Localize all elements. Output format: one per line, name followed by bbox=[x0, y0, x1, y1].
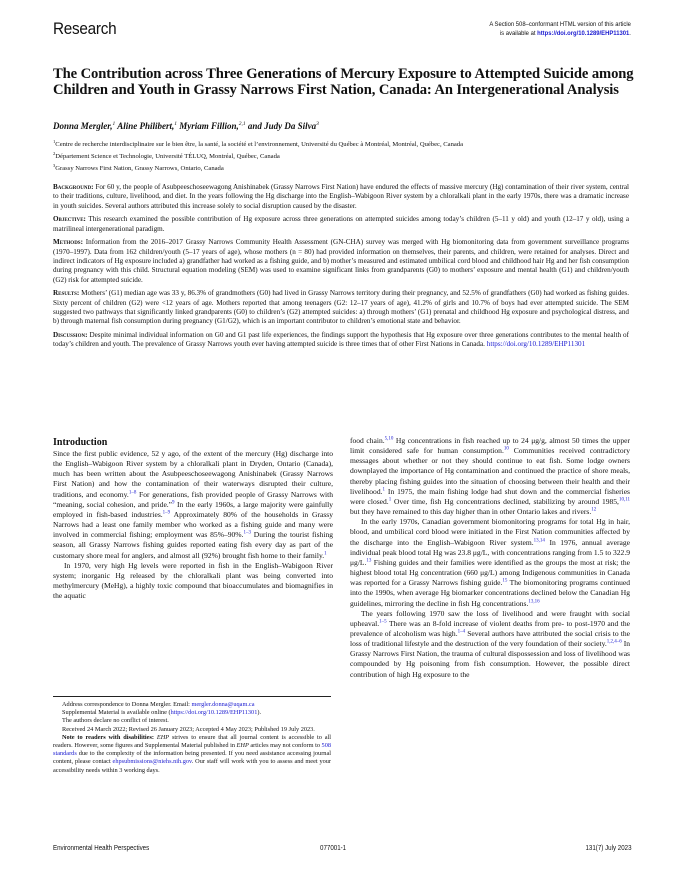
html-version-note bbox=[489, 21, 631, 38]
citation-ref[interactable]: 13 bbox=[366, 558, 372, 564]
citation-ref[interactable]: 12 bbox=[591, 507, 597, 513]
abstract-text: For 60 y, the people of Asubpeeschoseewagong Anishinabek (Grassy Narrows First Nation) have endured the effects of massive mercury (Hg) contamination of their river system, central to their traditions, culture, livelihood, and diet. In the years following the Hg discharge into the English–Wabigoon River system by a chloralkali plant in the early 1970s, there was a dramatic increase in youth suicides. Several authors attributed this increase solely to social disruption caused by the disaster. bbox=[53, 183, 629, 210]
accessibility-label: Note to readers with disabilities: bbox=[62, 733, 155, 741]
supplemental-link[interactable]: https://doi.org/10.1289/EHP11301 bbox=[170, 709, 258, 717]
citation-ref[interactable]: 13,16 bbox=[528, 598, 540, 604]
intro-paragraph-2-cont: food chain.$^{5,10}$ Hg concentrations in fish reached up to 24 μg/g, almost 50 times the upper limit considered safe for human consumption.$^{10}$ Communities received contradictory messages about whether or not they should continue to eat fish. Some lodge owners downplayed the importance of Hg contamination and continued the practice of shore meals, thereby placing fishing guides into the situation of choosing between their health and their livelihood.$^1$ In 1975, the main fishing lodge had shut down and the commercial fisheries were closed.$^1$ Over time, fish Hg concentrations declined, stabilizing by around 1985,$^{10,11}$ but they have remained to this day higher than in other Ontario lakes and rivers.$^{12}$ bbox=[350, 436, 631, 517]
citation-ref[interactable]: 1,2,4–6 bbox=[606, 639, 622, 645]
journal-abbrev: EHP bbox=[236, 742, 249, 750]
affiliation bbox=[53, 150, 463, 162]
abstract-label: Objective: bbox=[53, 215, 86, 224]
footer-page-number: 077001-1 bbox=[320, 843, 347, 852]
citation-ref[interactable]: 10 bbox=[503, 446, 509, 452]
abstract-doi-link[interactable]: https://doi.org/10.1289/EHP11301 bbox=[486, 340, 586, 349]
abstract-text: Information from the 2016–2017 Grassy Narrows Community Health Assessment (GN-CHA) survey was merged with Hg biomonitoring data from government surveillance programs (1970–1997). Data from 162 children/youth (5–17 years of age), whose mothers (n = 80) had provided information on themselves, their parents, and children, were retained for analyses. Direct and indirect indicators of Hg exposure included a) grandfather had worked as a fishing guide, and b) mother’s measured and estimated umbilical cord blood and childhood hair Hg and her fish consumption during pregnancy with this child. Structural equation modeling (SEM) was used to examine significant links from grandparents (G0) to mothers’ exposure and mental health (G1) and children/youth (G2) risk for attempted suicide. bbox=[53, 238, 629, 284]
abstract-methods bbox=[53, 238, 629, 285]
html-note-line: A Section 508–conformant HTML version of this article bbox=[489, 21, 631, 28]
abstract bbox=[53, 183, 629, 354]
abstract-text: Despite minimal individual information on G0 and G1 past life experiences, the findings support the hypothesis that Hg exposure over three generations contributes to the mental health of today’s children and youth. The prevalence of Grassy Narrows youth ever having attempted suicide is three times that of other First Nations in Canada. bbox=[53, 331, 629, 349]
abstract-label: Discussion: bbox=[53, 331, 88, 339]
abstract-label: Background: bbox=[53, 183, 94, 191]
correspondence-note bbox=[53, 701, 331, 709]
conflict-note: The authors declare no conflict of interest. bbox=[62, 717, 169, 725]
author: Donna Mergler, bbox=[53, 121, 113, 131]
footer-journal: Environmental Health Perspectives bbox=[53, 843, 150, 852]
citation-ref[interactable]: 1 bbox=[382, 487, 385, 493]
affil-num: 1 bbox=[53, 139, 56, 144]
accessibility-note bbox=[53, 734, 331, 775]
affiliations bbox=[53, 138, 463, 173]
abstract-discussion bbox=[53, 331, 629, 350]
citation-ref[interactable]: 1–4 bbox=[457, 629, 466, 635]
abstract-label: Results: bbox=[53, 289, 80, 298]
author-affil: 1 bbox=[174, 121, 177, 127]
abstract-text: This research examined the possible contribution of Hg exposure across three generations on attempted suicides among today’s children (5–11 y old) and youth (12–17 y old), using a matrilineal intergenerational paradigm. bbox=[53, 215, 629, 233]
correspondence-email-link[interactable]: mergler.donna@uqam.ca bbox=[191, 701, 255, 708]
author-affil: 3 bbox=[316, 121, 319, 127]
footnote-text: strives to ensure that all journal content is accessible to all readers. However, some figures and Supplemental Material published in bbox=[53, 733, 332, 750]
affiliation bbox=[53, 138, 463, 150]
abstract-results bbox=[53, 289, 629, 326]
body-column-left bbox=[53, 436, 333, 601]
html-note-prefix: is available at bbox=[499, 29, 538, 37]
intro-paragraph-3: In the early 1970s, Canadian government biomonitoring programs for total Hg in hair, blood, and umbilical cord blood were initiated in the First Nation communities affected by the discharge into the English–Wabigoon River system.$^{13,14}$ In 1976, annual average individual peak blood total Hg was 23.8 μg/L, with concentrations ranging from 1.5 to 322.9 μg/L.$^{13}$ Fishing guides and their families were identified as the groups the most at risk; the highest blood total Hg concentration (660 μg/L) among Indigenous communities in Canada was reported for a Grassy Narrows fishing guide.$^{15}$ The biomonitoring programs continued into the 1990s, when average Hg biomarker concentrations declined below the Canadian Hg guidelines, mirroring the decline in fish Hg concentrations.$^{13,16}$ bbox=[350, 517, 631, 608]
affil-num: 3 bbox=[53, 162, 56, 168]
dates-note: Received 24 March 2022; Revised 26 January 2023; Accepted 4 May 2023; Published 19 July 2023. bbox=[62, 725, 315, 733]
footnote-text: . Our staff will work with you to assess and meet your accessibility needs within 3 working days. bbox=[53, 758, 331, 774]
footnote-text: articles may not conform to bbox=[248, 742, 322, 750]
abstract-objective bbox=[53, 215, 629, 234]
footnote-text: Address correspondence to Donna Mergler. Email: bbox=[62, 701, 192, 708]
intro-paragraph-2: In 1970, very high Hg levels were reported in fish in the English–Wabigoon River system; inorganic Hg released by the chloralkali plant was being converted into methylmercury (MeHg), a highly toxic compound that bioaccumulates and biomagnifies in the aquatic bbox=[53, 560, 333, 601]
footnote-text: due to the complexity of the information being presented. If you need assistance accessing journal content, please contact bbox=[53, 750, 331, 766]
footnote-divider bbox=[53, 696, 331, 697]
html-version-link[interactable]: https://doi.org/10.1289/EHP11301 bbox=[537, 29, 630, 37]
citation-ref[interactable]: 1–8 bbox=[128, 490, 137, 496]
abstract-background bbox=[53, 183, 629, 211]
citation-ref[interactable]: 9 bbox=[172, 500, 175, 506]
citation-ref[interactable]: 1 bbox=[388, 497, 392, 503]
affiliation bbox=[53, 162, 463, 174]
citation-ref[interactable]: 10,11 bbox=[618, 497, 631, 503]
author-affil: 1 bbox=[112, 121, 116, 127]
author: Aline Philibert, bbox=[117, 121, 175, 131]
footnote-text: ). bbox=[257, 709, 262, 717]
author: and Judy Da Silva bbox=[247, 121, 317, 131]
standards-link[interactable]: 508 standards bbox=[53, 742, 331, 758]
submissions-email-link[interactable]: ehpsubmissions@niehs.nih.gov bbox=[112, 758, 192, 766]
affil-text: Grassy Narrows First Nation, Grassy Narrows, Ontario, Canada bbox=[55, 164, 224, 172]
citation-ref[interactable]: 1–3 bbox=[243, 530, 251, 536]
journal-abbrev: EHP bbox=[156, 733, 170, 741]
footer-issue: 131(7) July 2023 bbox=[585, 843, 632, 852]
citation-ref[interactable]: 15 bbox=[502, 578, 508, 584]
abstract-label: Methods: bbox=[53, 238, 83, 247]
footnote-text: Supplemental Material is available online ( bbox=[62, 709, 171, 717]
citation-ref[interactable]: 1–5 bbox=[379, 619, 387, 625]
section-label: Research bbox=[53, 19, 117, 38]
author: Myriam Fillion, bbox=[179, 121, 239, 131]
article-title: The Contribution across Three Generations of Mercury Exposure to Attempted Suicide among Children and Youth in Grassy Narrows First Nation, Canada: An Intergenerational Analysis bbox=[53, 66, 634, 99]
html-note-suffix: . bbox=[629, 29, 631, 37]
affil-text: Centre de recherche interdisciplinaire sur le bien être, la santé, la société et l’environnement, Université du Québec à Montréal, Montréal, Québec, Canada bbox=[55, 141, 464, 149]
author-affil: 2,1 bbox=[238, 121, 246, 127]
affil-num: 2 bbox=[53, 150, 56, 156]
citation-ref[interactable]: 1–9 bbox=[162, 510, 171, 516]
section-heading-introduction: Introduction bbox=[53, 437, 108, 448]
citation-ref[interactable]: 1 bbox=[324, 551, 327, 557]
abstract-text: Mothers’ (G1) median age was 33 y, 86.3% of grandmothers (G0) had lived in Grassy Narrows territory during their pregnancy, and 52.5% of grandfathers (G0) had worked as fishing guides. Sixty percent of children (G2) were <12 years of age. Mothers reported that among teenagers (G2: 12–17 years of age), 41.2% of girls and 10.7% of boys had ever attempted suicide. The SEM suggested two pathways that significantly linked grandparents (G0) to children’s (G2) attempted suicides: a) through mothers’ (G1) prenatal and childhood Hg exposure and psychological distress, and b) through maternal fish consumption during pregnancy (G1/G2), which is an important contributor to children’s emotional state and behavior. bbox=[53, 289, 629, 326]
body-column-right bbox=[350, 436, 630, 680]
citation-ref[interactable]: 13,14 bbox=[533, 538, 545, 544]
intro-paragraph-1: Since the first public evidence, 52 y ago, of the extent of the mercury (Hg) discharge into the English–Wabigoon River system by a chloralkali plant in Dryden, Ontario (Canada), much has been written about the Asubpeeschoseewagong Anishinabek (Grassy Narrows First Nation) and how the contamination of their waterways disrupted their culture, traditions, and economy.$^{1-8}$ For generations, fish provided people of Grassy Narrows with “meaning, social cohesion, and pride.”$^9$ In the early 1960s, a large majority were gainfully employed in fish-based industries.$^{1-9}$ Approximately 80% of the households in Grassy Narrows had a least one family member who worked as a fishing guide and many were involved in commercial fishing; employment was 85%–90%.$^{1-3}$ During the tourist fishing season, all Grassy Narrows fishing guides reported eating fish every day as part of the customary shore meal for anglers, and almost all (92%) brought fish home to their family.$^1$ bbox=[53, 449, 334, 560]
affil-text: Département Science et Technologie, Université TÉLUQ, Montréal, Québec, Canada bbox=[55, 152, 280, 160]
author-list bbox=[53, 121, 319, 131]
footnotes bbox=[53, 701, 331, 775]
intro-paragraph-4: The years following 1970 saw the loss of livelihood and were fraught with social upheaval.$^{1-5}$ There was an 8-fold increase of violent deaths from pre- to post-1970 and the prevalence of alcoholism was high.$^{1-4}$ Several authors have attributed the social crisis to the loss of traditional lifestyle and the destruction of the very foundation of their society.$^{1,2,4-6}$ In Grassy Narrows First Nation, the trauma of cultural dispossession and loss of livelihood was compounded by Hg poisoning from fish consumption. However, the possible direct contribution of high Hg exposure to the bbox=[350, 608, 630, 679]
supplemental-note bbox=[53, 709, 331, 717]
citation-ref[interactable]: 5,10 bbox=[384, 436, 394, 442]
